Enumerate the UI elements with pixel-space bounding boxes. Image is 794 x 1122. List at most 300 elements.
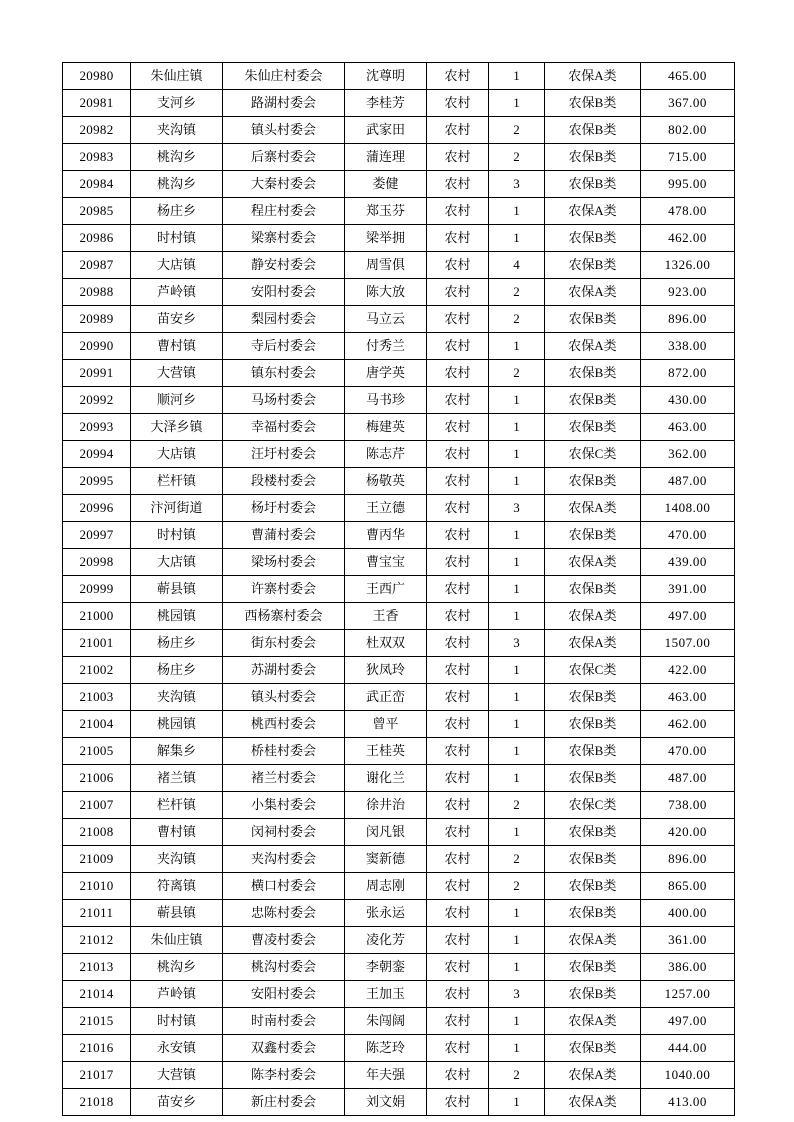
cell-village: 苏湖村委会 <box>223 657 345 684</box>
cell-amount: 497.00 <box>641 603 735 630</box>
cell-name: 朱闯阔 <box>345 1008 427 1035</box>
cell-type: 农村 <box>427 819 489 846</box>
cell-village: 后寨村委会 <box>223 144 345 171</box>
cell-village: 忠陈村委会 <box>223 900 345 927</box>
cell-id: 21007 <box>63 792 131 819</box>
cell-category: 农保A类 <box>545 549 641 576</box>
cell-name: 周雪俱 <box>345 252 427 279</box>
cell-id: 21005 <box>63 738 131 765</box>
cell-type: 农村 <box>427 414 489 441</box>
cell-amount: 896.00 <box>641 846 735 873</box>
cell-amount: 995.00 <box>641 171 735 198</box>
cell-amount: 338.00 <box>641 333 735 360</box>
table-row <box>63 360 735 387</box>
cell-town: 杨庄乡 <box>131 630 223 657</box>
cell-village: 杨圩村委会 <box>223 495 345 522</box>
cell-town: 大营镇 <box>131 1062 223 1089</box>
cell-town: 杨庄乡 <box>131 657 223 684</box>
cell-category: 农保A类 <box>545 927 641 954</box>
cell-type: 农村 <box>427 900 489 927</box>
table-row <box>63 1062 735 1089</box>
cell-name: 王西广 <box>345 576 427 603</box>
cell-count: 2 <box>489 306 545 333</box>
cell-name: 李桂芳 <box>345 90 427 117</box>
cell-type: 农村 <box>427 549 489 576</box>
cell-village: 夹沟村委会 <box>223 846 345 873</box>
cell-name: 李朝銮 <box>345 954 427 981</box>
table-row <box>63 495 735 522</box>
cell-town: 桃园镇 <box>131 711 223 738</box>
cell-amount: 896.00 <box>641 306 735 333</box>
cell-amount: 463.00 <box>641 684 735 711</box>
cell-type: 农村 <box>427 954 489 981</box>
cell-village: 小集村委会 <box>223 792 345 819</box>
cell-count: 2 <box>489 279 545 306</box>
cell-id: 21015 <box>63 1008 131 1035</box>
cell-town: 苗安乡 <box>131 1089 223 1116</box>
cell-town: 解集乡 <box>131 738 223 765</box>
cell-id: 20985 <box>63 198 131 225</box>
cell-name: 娄健 <box>345 171 427 198</box>
cell-town: 大店镇 <box>131 441 223 468</box>
cell-name: 王加玉 <box>345 981 427 1008</box>
cell-name: 梅建英 <box>345 414 427 441</box>
cell-name: 马立云 <box>345 306 427 333</box>
cell-count: 1 <box>489 468 545 495</box>
cell-category: 农保A类 <box>545 630 641 657</box>
cell-village: 段楼村委会 <box>223 468 345 495</box>
cell-category: 农保B类 <box>545 873 641 900</box>
cell-id: 20996 <box>63 495 131 522</box>
cell-name: 窦新德 <box>345 846 427 873</box>
cell-id: 20999 <box>63 576 131 603</box>
cell-id: 21004 <box>63 711 131 738</box>
cell-amount: 487.00 <box>641 468 735 495</box>
cell-amount: 465.00 <box>641 63 735 90</box>
cell-count: 2 <box>489 873 545 900</box>
cell-town: 朱仙庄镇 <box>131 63 223 90</box>
cell-type: 农村 <box>427 792 489 819</box>
table-row <box>63 873 735 900</box>
cell-town: 桃园镇 <box>131 603 223 630</box>
cell-village: 西杨寨村委会 <box>223 603 345 630</box>
cell-amount: 430.00 <box>641 387 735 414</box>
cell-category: 农保B类 <box>545 1035 641 1062</box>
cell-id: 20997 <box>63 522 131 549</box>
cell-town: 曹村镇 <box>131 819 223 846</box>
cell-count: 1 <box>489 576 545 603</box>
cell-amount: 487.00 <box>641 765 735 792</box>
table-row <box>63 63 735 90</box>
table-row <box>63 954 735 981</box>
table-row <box>63 441 735 468</box>
cell-type: 农村 <box>427 333 489 360</box>
cell-count: 1 <box>489 954 545 981</box>
cell-amount: 367.00 <box>641 90 735 117</box>
cell-name: 张永运 <box>345 900 427 927</box>
table-row <box>63 1089 735 1116</box>
cell-town: 栏杆镇 <box>131 468 223 495</box>
table-row <box>63 144 735 171</box>
cell-amount: 444.00 <box>641 1035 735 1062</box>
cell-town: 芦岭镇 <box>131 981 223 1008</box>
cell-town: 桃沟乡 <box>131 144 223 171</box>
cell-village: 马场村委会 <box>223 387 345 414</box>
cell-village: 镇头村委会 <box>223 117 345 144</box>
cell-town: 符离镇 <box>131 873 223 900</box>
cell-village: 闵祠村委会 <box>223 819 345 846</box>
cell-amount: 413.00 <box>641 1089 735 1116</box>
table-row <box>63 738 735 765</box>
cell-id: 21002 <box>63 657 131 684</box>
cell-type: 农村 <box>427 252 489 279</box>
cell-count: 2 <box>489 792 545 819</box>
cell-count: 1 <box>489 549 545 576</box>
cell-town: 蕲县镇 <box>131 576 223 603</box>
cell-type: 农村 <box>427 198 489 225</box>
table-row <box>63 981 735 1008</box>
cell-amount: 462.00 <box>641 225 735 252</box>
table-row <box>63 171 735 198</box>
cell-village: 曹凌村委会 <box>223 927 345 954</box>
table-row <box>63 1035 735 1062</box>
cell-count: 1 <box>489 1008 545 1035</box>
beneficiary-table <box>62 62 735 1116</box>
cell-town: 永安镇 <box>131 1035 223 1062</box>
cell-count: 2 <box>489 846 545 873</box>
cell-type: 农村 <box>427 63 489 90</box>
cell-category: 农保A类 <box>545 1089 641 1116</box>
table-row <box>63 630 735 657</box>
table-row <box>63 117 735 144</box>
cell-type: 农村 <box>427 576 489 603</box>
cell-village: 桥桂村委会 <box>223 738 345 765</box>
table-row <box>63 387 735 414</box>
cell-id: 20993 <box>63 414 131 441</box>
cell-count: 3 <box>489 495 545 522</box>
cell-type: 农村 <box>427 1035 489 1062</box>
cell-count: 1 <box>489 711 545 738</box>
cell-category: 农保B类 <box>545 738 641 765</box>
cell-village: 寺后村委会 <box>223 333 345 360</box>
cell-category: 农保A类 <box>545 198 641 225</box>
cell-name: 王立德 <box>345 495 427 522</box>
cell-name: 曾平 <box>345 711 427 738</box>
cell-category: 农保B类 <box>545 684 641 711</box>
table-row <box>63 306 735 333</box>
cell-village: 褚兰村委会 <box>223 765 345 792</box>
cell-type: 农村 <box>427 279 489 306</box>
cell-name: 周志刚 <box>345 873 427 900</box>
cell-count: 1 <box>489 225 545 252</box>
cell-count: 1 <box>489 819 545 846</box>
cell-village: 汪圩村委会 <box>223 441 345 468</box>
cell-id: 21017 <box>63 1062 131 1089</box>
cell-type: 农村 <box>427 657 489 684</box>
cell-category: 农保A类 <box>545 1008 641 1035</box>
cell-amount: 361.00 <box>641 927 735 954</box>
cell-category: 农保B类 <box>545 819 641 846</box>
cell-name: 曹宝宝 <box>345 549 427 576</box>
cell-id: 20986 <box>63 225 131 252</box>
cell-category: 农保A类 <box>545 333 641 360</box>
cell-name: 陈大放 <box>345 279 427 306</box>
cell-amount: 391.00 <box>641 576 735 603</box>
cell-id: 21001 <box>63 630 131 657</box>
table-row <box>63 576 735 603</box>
cell-count: 2 <box>489 1062 545 1089</box>
cell-count: 1 <box>489 414 545 441</box>
cell-count: 1 <box>489 900 545 927</box>
cell-type: 农村 <box>427 90 489 117</box>
table-row <box>63 333 735 360</box>
table-row <box>63 90 735 117</box>
cell-id: 21014 <box>63 981 131 1008</box>
cell-category: 农保B类 <box>545 252 641 279</box>
cell-amount: 1257.00 <box>641 981 735 1008</box>
cell-amount: 1507.00 <box>641 630 735 657</box>
cell-name: 陈芝玲 <box>345 1035 427 1062</box>
cell-count: 1 <box>489 603 545 630</box>
cell-category: 农保B类 <box>545 765 641 792</box>
cell-village: 朱仙庄村委会 <box>223 63 345 90</box>
cell-name: 狄凤玲 <box>345 657 427 684</box>
cell-type: 农村 <box>427 387 489 414</box>
cell-type: 农村 <box>427 846 489 873</box>
cell-id: 21018 <box>63 1089 131 1116</box>
cell-name: 梁举拥 <box>345 225 427 252</box>
cell-amount: 420.00 <box>641 819 735 846</box>
cell-category: 农保A类 <box>545 63 641 90</box>
cell-amount: 470.00 <box>641 522 735 549</box>
cell-town: 支河乡 <box>131 90 223 117</box>
cell-category: 农保B类 <box>545 954 641 981</box>
cell-type: 农村 <box>427 117 489 144</box>
cell-amount: 439.00 <box>641 549 735 576</box>
cell-type: 农村 <box>427 1089 489 1116</box>
cell-count: 4 <box>489 252 545 279</box>
cell-name: 刘文娟 <box>345 1089 427 1116</box>
cell-type: 农村 <box>427 360 489 387</box>
cell-id: 20995 <box>63 468 131 495</box>
cell-town: 汴河街道 <box>131 495 223 522</box>
cell-town: 大店镇 <box>131 252 223 279</box>
cell-count: 1 <box>489 927 545 954</box>
cell-category: 农保A类 <box>545 603 641 630</box>
table-row <box>63 711 735 738</box>
cell-town: 朱仙庄镇 <box>131 927 223 954</box>
table-row <box>63 927 735 954</box>
cell-town: 杨庄乡 <box>131 198 223 225</box>
cell-name: 陈志芹 <box>345 441 427 468</box>
cell-town: 栏杆镇 <box>131 792 223 819</box>
cell-town: 蕲县镇 <box>131 900 223 927</box>
cell-amount: 715.00 <box>641 144 735 171</box>
cell-amount: 1326.00 <box>641 252 735 279</box>
cell-village: 时南村委会 <box>223 1008 345 1035</box>
cell-name: 曹丙华 <box>345 522 427 549</box>
cell-town: 褚兰镇 <box>131 765 223 792</box>
cell-category: 农保B类 <box>545 981 641 1008</box>
cell-type: 农村 <box>427 1008 489 1035</box>
cell-name: 郑玉芬 <box>345 198 427 225</box>
cell-type: 农村 <box>427 441 489 468</box>
cell-village: 镇东村委会 <box>223 360 345 387</box>
cell-count: 1 <box>489 765 545 792</box>
cell-category: 农保B类 <box>545 846 641 873</box>
cell-category: 农保B类 <box>545 576 641 603</box>
cell-village: 横口村委会 <box>223 873 345 900</box>
cell-type: 农村 <box>427 171 489 198</box>
cell-category: 农保B类 <box>545 522 641 549</box>
cell-village: 路湖村委会 <box>223 90 345 117</box>
table-row <box>63 1008 735 1035</box>
cell-name: 凌化芳 <box>345 927 427 954</box>
cell-amount: 1040.00 <box>641 1062 735 1089</box>
cell-town: 桃沟乡 <box>131 171 223 198</box>
cell-name: 沈尊明 <box>345 63 427 90</box>
cell-id: 21000 <box>63 603 131 630</box>
cell-name: 武家田 <box>345 117 427 144</box>
cell-amount: 400.00 <box>641 900 735 927</box>
cell-category: 农保A类 <box>545 495 641 522</box>
table-row <box>63 684 735 711</box>
table-row <box>63 279 735 306</box>
cell-type: 农村 <box>427 225 489 252</box>
cell-id: 20994 <box>63 441 131 468</box>
cell-town: 时村镇 <box>131 522 223 549</box>
cell-amount: 470.00 <box>641 738 735 765</box>
cell-village: 幸福村委会 <box>223 414 345 441</box>
cell-type: 农村 <box>427 684 489 711</box>
cell-type: 农村 <box>427 630 489 657</box>
cell-name: 马书珍 <box>345 387 427 414</box>
cell-category: 农保A类 <box>545 279 641 306</box>
cell-id: 20982 <box>63 117 131 144</box>
cell-village: 曹蒲村委会 <box>223 522 345 549</box>
cell-id: 21010 <box>63 873 131 900</box>
cell-count: 1 <box>489 738 545 765</box>
cell-name: 唐学英 <box>345 360 427 387</box>
cell-count: 3 <box>489 981 545 1008</box>
table-row <box>63 198 735 225</box>
table-row <box>63 603 735 630</box>
cell-town: 夹沟镇 <box>131 117 223 144</box>
cell-count: 1 <box>489 684 545 711</box>
cell-id: 20998 <box>63 549 131 576</box>
cell-name: 杜双双 <box>345 630 427 657</box>
cell-amount: 362.00 <box>641 441 735 468</box>
cell-category: 农保C类 <box>545 792 641 819</box>
cell-id: 20980 <box>63 63 131 90</box>
table-body <box>63 63 735 1116</box>
cell-name: 王桂英 <box>345 738 427 765</box>
cell-count: 1 <box>489 1089 545 1116</box>
cell-count: 1 <box>489 1035 545 1062</box>
cell-type: 农村 <box>427 306 489 333</box>
cell-village: 街东村委会 <box>223 630 345 657</box>
cell-amount: 802.00 <box>641 117 735 144</box>
cell-town: 夹沟镇 <box>131 684 223 711</box>
cell-village: 陈李村委会 <box>223 1062 345 1089</box>
cell-type: 农村 <box>427 603 489 630</box>
cell-category: 农保B类 <box>545 90 641 117</box>
cell-village: 桃沟村委会 <box>223 954 345 981</box>
cell-type: 农村 <box>427 738 489 765</box>
cell-town: 时村镇 <box>131 225 223 252</box>
cell-village: 静安村委会 <box>223 252 345 279</box>
cell-amount: 738.00 <box>641 792 735 819</box>
cell-category: 农保B类 <box>545 225 641 252</box>
cell-amount: 923.00 <box>641 279 735 306</box>
cell-name: 徐井治 <box>345 792 427 819</box>
cell-count: 2 <box>489 117 545 144</box>
cell-id: 20991 <box>63 360 131 387</box>
cell-count: 1 <box>489 90 545 117</box>
cell-id: 20983 <box>63 144 131 171</box>
cell-name: 王香 <box>345 603 427 630</box>
cell-name: 付秀兰 <box>345 333 427 360</box>
cell-category: 农保B类 <box>545 144 641 171</box>
table-row <box>63 657 735 684</box>
cell-category: 农保B类 <box>545 711 641 738</box>
cell-type: 农村 <box>427 711 489 738</box>
table-row <box>63 225 735 252</box>
cell-town: 夹沟镇 <box>131 846 223 873</box>
cell-name: 闵凡银 <box>345 819 427 846</box>
table-row <box>63 549 735 576</box>
cell-village: 大秦村委会 <box>223 171 345 198</box>
cell-count: 1 <box>489 522 545 549</box>
cell-village: 梨园村委会 <box>223 306 345 333</box>
cell-category: 农保C类 <box>545 441 641 468</box>
cell-village: 许寨村委会 <box>223 576 345 603</box>
cell-id: 20981 <box>63 90 131 117</box>
cell-category: 农保B类 <box>545 414 641 441</box>
cell-amount: 478.00 <box>641 198 735 225</box>
cell-category: 农保B类 <box>545 306 641 333</box>
cell-amount: 865.00 <box>641 873 735 900</box>
cell-id: 21008 <box>63 819 131 846</box>
cell-name: 蒲连理 <box>345 144 427 171</box>
cell-town: 桃沟乡 <box>131 954 223 981</box>
cell-type: 农村 <box>427 1062 489 1089</box>
cell-id: 21006 <box>63 765 131 792</box>
cell-type: 农村 <box>427 495 489 522</box>
cell-count: 1 <box>489 441 545 468</box>
cell-town: 大营镇 <box>131 360 223 387</box>
table-row <box>63 792 735 819</box>
cell-name: 武正峦 <box>345 684 427 711</box>
cell-town: 苗安乡 <box>131 306 223 333</box>
cell-id: 20988 <box>63 279 131 306</box>
cell-type: 农村 <box>427 927 489 954</box>
cell-category: 农保A类 <box>545 1062 641 1089</box>
cell-type: 农村 <box>427 522 489 549</box>
cell-category: 农保B类 <box>545 387 641 414</box>
cell-type: 农村 <box>427 981 489 1008</box>
cell-id: 21016 <box>63 1035 131 1062</box>
cell-village: 新庄村委会 <box>223 1089 345 1116</box>
cell-id: 21009 <box>63 846 131 873</box>
cell-category: 农保B类 <box>545 468 641 495</box>
cell-amount: 386.00 <box>641 954 735 981</box>
table-row <box>63 252 735 279</box>
cell-id: 20989 <box>63 306 131 333</box>
cell-count: 3 <box>489 171 545 198</box>
cell-amount: 497.00 <box>641 1008 735 1035</box>
cell-id: 20987 <box>63 252 131 279</box>
